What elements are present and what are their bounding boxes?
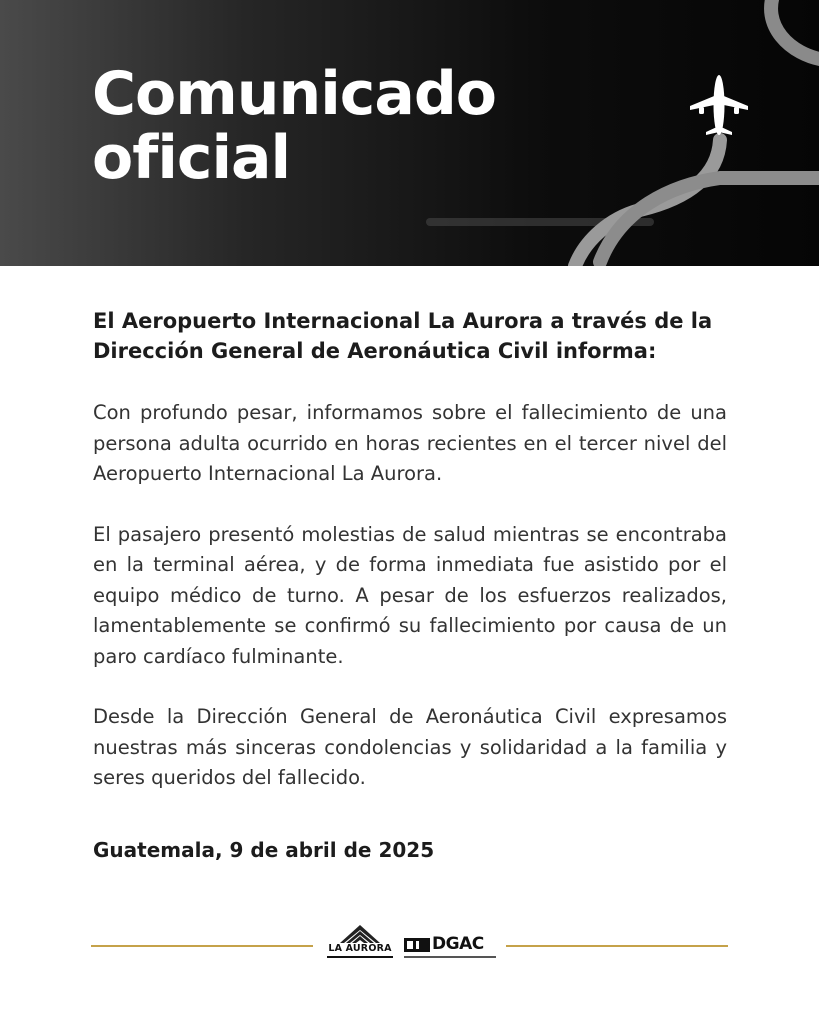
title-line-2: oficial bbox=[92, 123, 291, 193]
header-banner bbox=[0, 0, 819, 266]
footer-logos bbox=[0, 915, 819, 975]
lead-statement: El Aeropuerto Internacional La Aurora a través de la Dirección General de Aeronáutica Civil informa: bbox=[93, 309, 713, 363]
airplane-icon bbox=[688, 72, 750, 138]
la-aurora-logo-text: LA AURORA bbox=[328, 943, 392, 954]
date-line: Guatemala, 9 de abril de 2025 bbox=[93, 838, 435, 862]
paragraph-1: Con profundo pesar, informamos sobre el fallecimiento de una persona adulta ocurrido en horas recientes en el tercer nivel del Aeropuerto Internacional La Aurora. bbox=[93, 401, 727, 485]
page-title bbox=[92, 59, 572, 193]
gold-rule-left bbox=[91, 945, 313, 947]
dgac-logo-text: DGAC bbox=[432, 934, 484, 954]
la-aurora-underline bbox=[327, 956, 393, 958]
statement-body bbox=[93, 306, 727, 794]
paragraph-3: Desde la Dirección General de Aeronáutica Civil expresamos nuestras más sinceras condolencias y solidaridad a la familia y seres queridos del fallecido. bbox=[93, 705, 727, 789]
title-line-1: Comunicado bbox=[92, 59, 496, 129]
paragraph-2: El pasajero presentó molestias de salud mientras se encontraba en la terminal aérea, y de forma inmediata fue asistido por el equipo médico de turno. A pesar de los esfuerzos realizados, lamentablemente se confirmó su fallecimiento por causa de un paro cardíaco fulminante. bbox=[93, 522, 727, 668]
gold-rule-right bbox=[506, 945, 728, 947]
